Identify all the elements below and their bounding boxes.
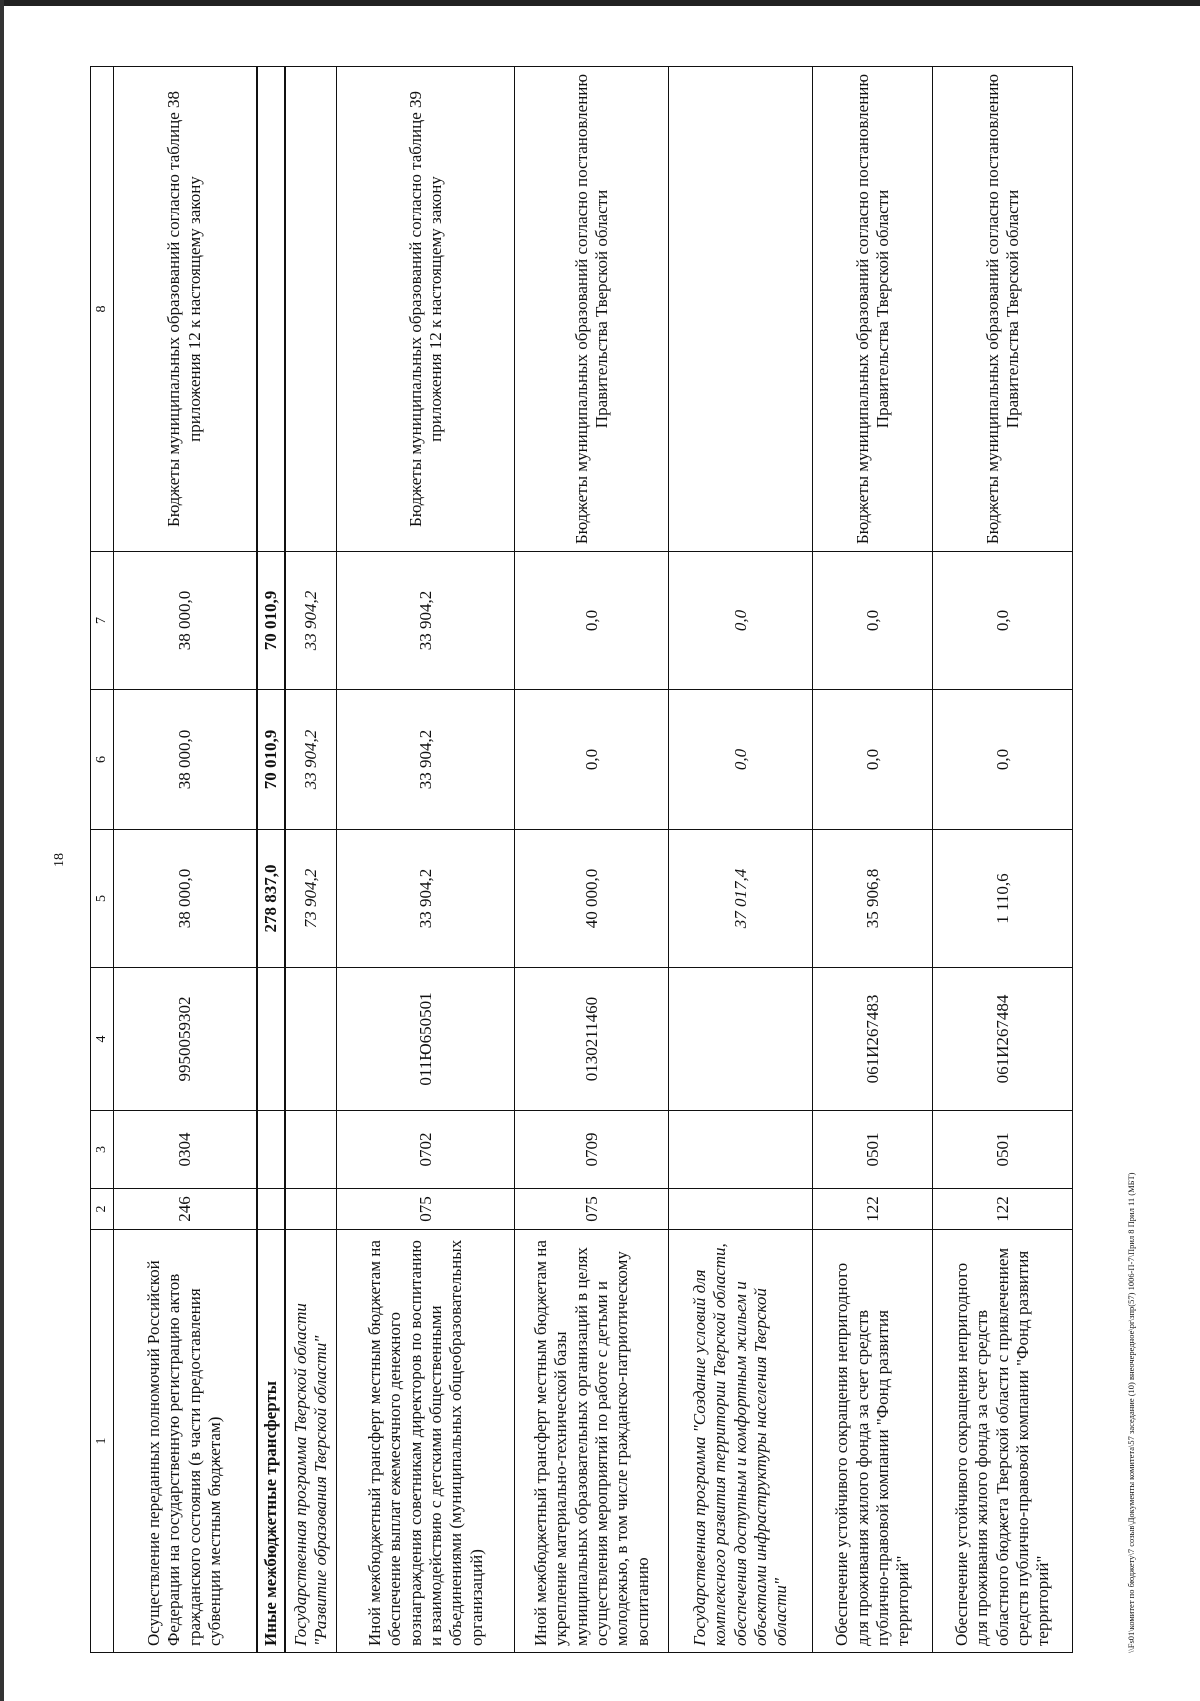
target-article-code: 061И267483 — [813, 968, 933, 1111]
header-cell: 1 — [91, 1230, 114, 1653]
table-row — [337, 67, 515, 1653]
amount-col7: 38 000,0 — [114, 552, 257, 690]
amount-col5: 278 837,0 — [257, 830, 285, 968]
amount-col5: 73 904,2 — [285, 830, 337, 968]
file-path-footer: \\Fs01\комитет по бюджету\7 созыв\Документы комитета\57 заседание (10) внеочередное\pr\зпр(57) 1006-П-7\Прил 8 Прил 11 (МБТ) — [1126, 1172, 1136, 1653]
amount-col6: 38 000,0 — [114, 690, 257, 830]
target-article-code — [257, 968, 285, 1111]
row-description: Государственная программа "Создание условий для комплексного развития территории Тверской области, обеспечения доступным и комфортным жильем и объектами инфраструктуры населения Тверской области" — [669, 1230, 813, 1653]
target-article-code: 061И267484 — [933, 968, 1073, 1111]
ministry-code: 246 — [114, 1189, 257, 1230]
recipient-note: Бюджеты муниципальных образований согласно таблице 39 приложения 12 к настоящему закону — [337, 67, 515, 552]
row-description: Обеспечение устойчивого сокращения непригодного для проживания жилого фонда за счет средств областного бюджета Тверской области с привлечением средств публично-правовой компании "Фонд развития территорий" — [933, 1230, 1073, 1653]
amount-col5: 1 110,6 — [933, 830, 1073, 968]
row-description: Осуществление переданных полномочий Российской Федерации на государственную регистрацию актов гражданского состояния (в части предоставления субвенции местным бюджетам) — [114, 1230, 257, 1653]
amount-col7: 33 904,2 — [285, 552, 337, 690]
section-code: 0702 — [337, 1111, 515, 1189]
recipient-note — [285, 67, 337, 552]
amount-col7: 0,0 — [813, 552, 933, 690]
table-row-program — [669, 67, 813, 1653]
section-code: 0304 — [114, 1111, 257, 1189]
table-row — [813, 67, 933, 1653]
table-row-program — [285, 67, 337, 1653]
section-code — [669, 1111, 813, 1189]
scan-top-edge — [0, 0, 1200, 6]
rotated-page — [52, 67, 1136, 1653]
table-row-total — [257, 67, 285, 1653]
row-description: Иной межбюджетный трансферт местным бюджетам на укрепление материально-технической базы муниципальных образовательных организаций в целях осуществления мероприятий по работе с детьми и молодежью, в том числе гражданско-патриотическому воспитанию — [515, 1230, 669, 1653]
header-cell: 2 — [91, 1189, 114, 1230]
scan-left-edge — [0, 0, 4, 1701]
row-description: Обеспечение устойчивого сокращения непригодного для проживания жилого фонда за счет средств публично-правовой компании "Фонд развития территорий" — [813, 1230, 933, 1653]
row-description: Иные межбюджетные трансферты — [257, 1230, 285, 1653]
recipient-note: Бюджеты муниципальных образований согласно таблице 38 приложения 12 к настоящему закону — [114, 67, 257, 552]
recipient-note: Бюджеты муниципальных образований согласно постановлению Правительства Тверской области — [813, 67, 933, 552]
amount-col7: 0,0 — [669, 552, 813, 690]
target-article-code: 9950059302 — [114, 968, 257, 1111]
header-cell: 7 — [91, 552, 114, 690]
target-article-code — [669, 968, 813, 1111]
recipient-note — [257, 67, 285, 552]
section-code: 0709 — [515, 1111, 669, 1189]
section-code: 0501 — [813, 1111, 933, 1189]
amount-col7: 0,0 — [515, 552, 669, 690]
amount-col6: 70 010,9 — [257, 690, 285, 830]
recipient-note: Бюджеты муниципальных образований согласно постановлению Правительства Тверской области — [515, 67, 669, 552]
section-code — [257, 1111, 285, 1189]
row-description: Государственная программа Тверской области "Развитие образования Тверской области" — [285, 1230, 337, 1653]
section-code: 0501 — [933, 1111, 1073, 1189]
amount-col7: 70 010,9 — [257, 552, 285, 690]
amount-col6: 0,0 — [813, 690, 933, 830]
amount-col5: 33 904,2 — [337, 830, 515, 968]
ministry-code: 075 — [337, 1189, 515, 1230]
amount-col5: 35 906,8 — [813, 830, 933, 968]
header-cell: 8 — [91, 67, 114, 552]
header-cell: 5 — [91, 830, 114, 968]
amount-col7: 0,0 — [933, 552, 1073, 690]
ministry-code: 075 — [515, 1189, 669, 1230]
amount-col5: 37 017,4 — [669, 830, 813, 968]
amount-col6: 0,0 — [515, 690, 669, 830]
header-cell: 3 — [91, 1111, 114, 1189]
ministry-code — [669, 1189, 813, 1230]
amount-col6: 33 904,2 — [285, 690, 337, 830]
row-description: Иной межбюджетный трансферт местным бюджетам на обеспечение выплат ежемесячного денежного вознаграждения советникам директоров по воспитанию и взаимодействию с детскими общественными объединениями (муниципальных общеобразовательных организаций) — [337, 1230, 515, 1653]
header-cell: 6 — [91, 690, 114, 830]
header-cell: 4 — [91, 968, 114, 1111]
page-number: 18 — [52, 853, 67, 867]
ministry-code — [285, 1189, 337, 1230]
target-article-code: 011Ю650501 — [337, 968, 515, 1111]
ministry-code — [257, 1189, 285, 1230]
table-row — [114, 67, 257, 1653]
amount-col6: 0,0 — [933, 690, 1073, 830]
amount-col7: 33 904,2 — [337, 552, 515, 690]
amount-col5: 38 000,0 — [114, 830, 257, 968]
amount-col5: 40 000,0 — [515, 830, 669, 968]
budget-table — [90, 66, 1073, 1653]
target-article-code: 0130211460 — [515, 968, 669, 1111]
amount-col6: 33 904,2 — [337, 690, 515, 830]
ministry-code: 122 — [933, 1189, 1073, 1230]
recipient-note — [669, 67, 813, 552]
table-row — [933, 67, 1073, 1653]
section-code — [285, 1111, 337, 1189]
column-numbers-row — [91, 67, 114, 1653]
amount-col6: 0,0 — [669, 690, 813, 830]
target-article-code — [285, 968, 337, 1111]
table-row — [515, 67, 669, 1653]
recipient-note: Бюджеты муниципальных образований согласно постановлению Правительства Тверской области — [933, 67, 1073, 552]
ministry-code: 122 — [813, 1189, 933, 1230]
